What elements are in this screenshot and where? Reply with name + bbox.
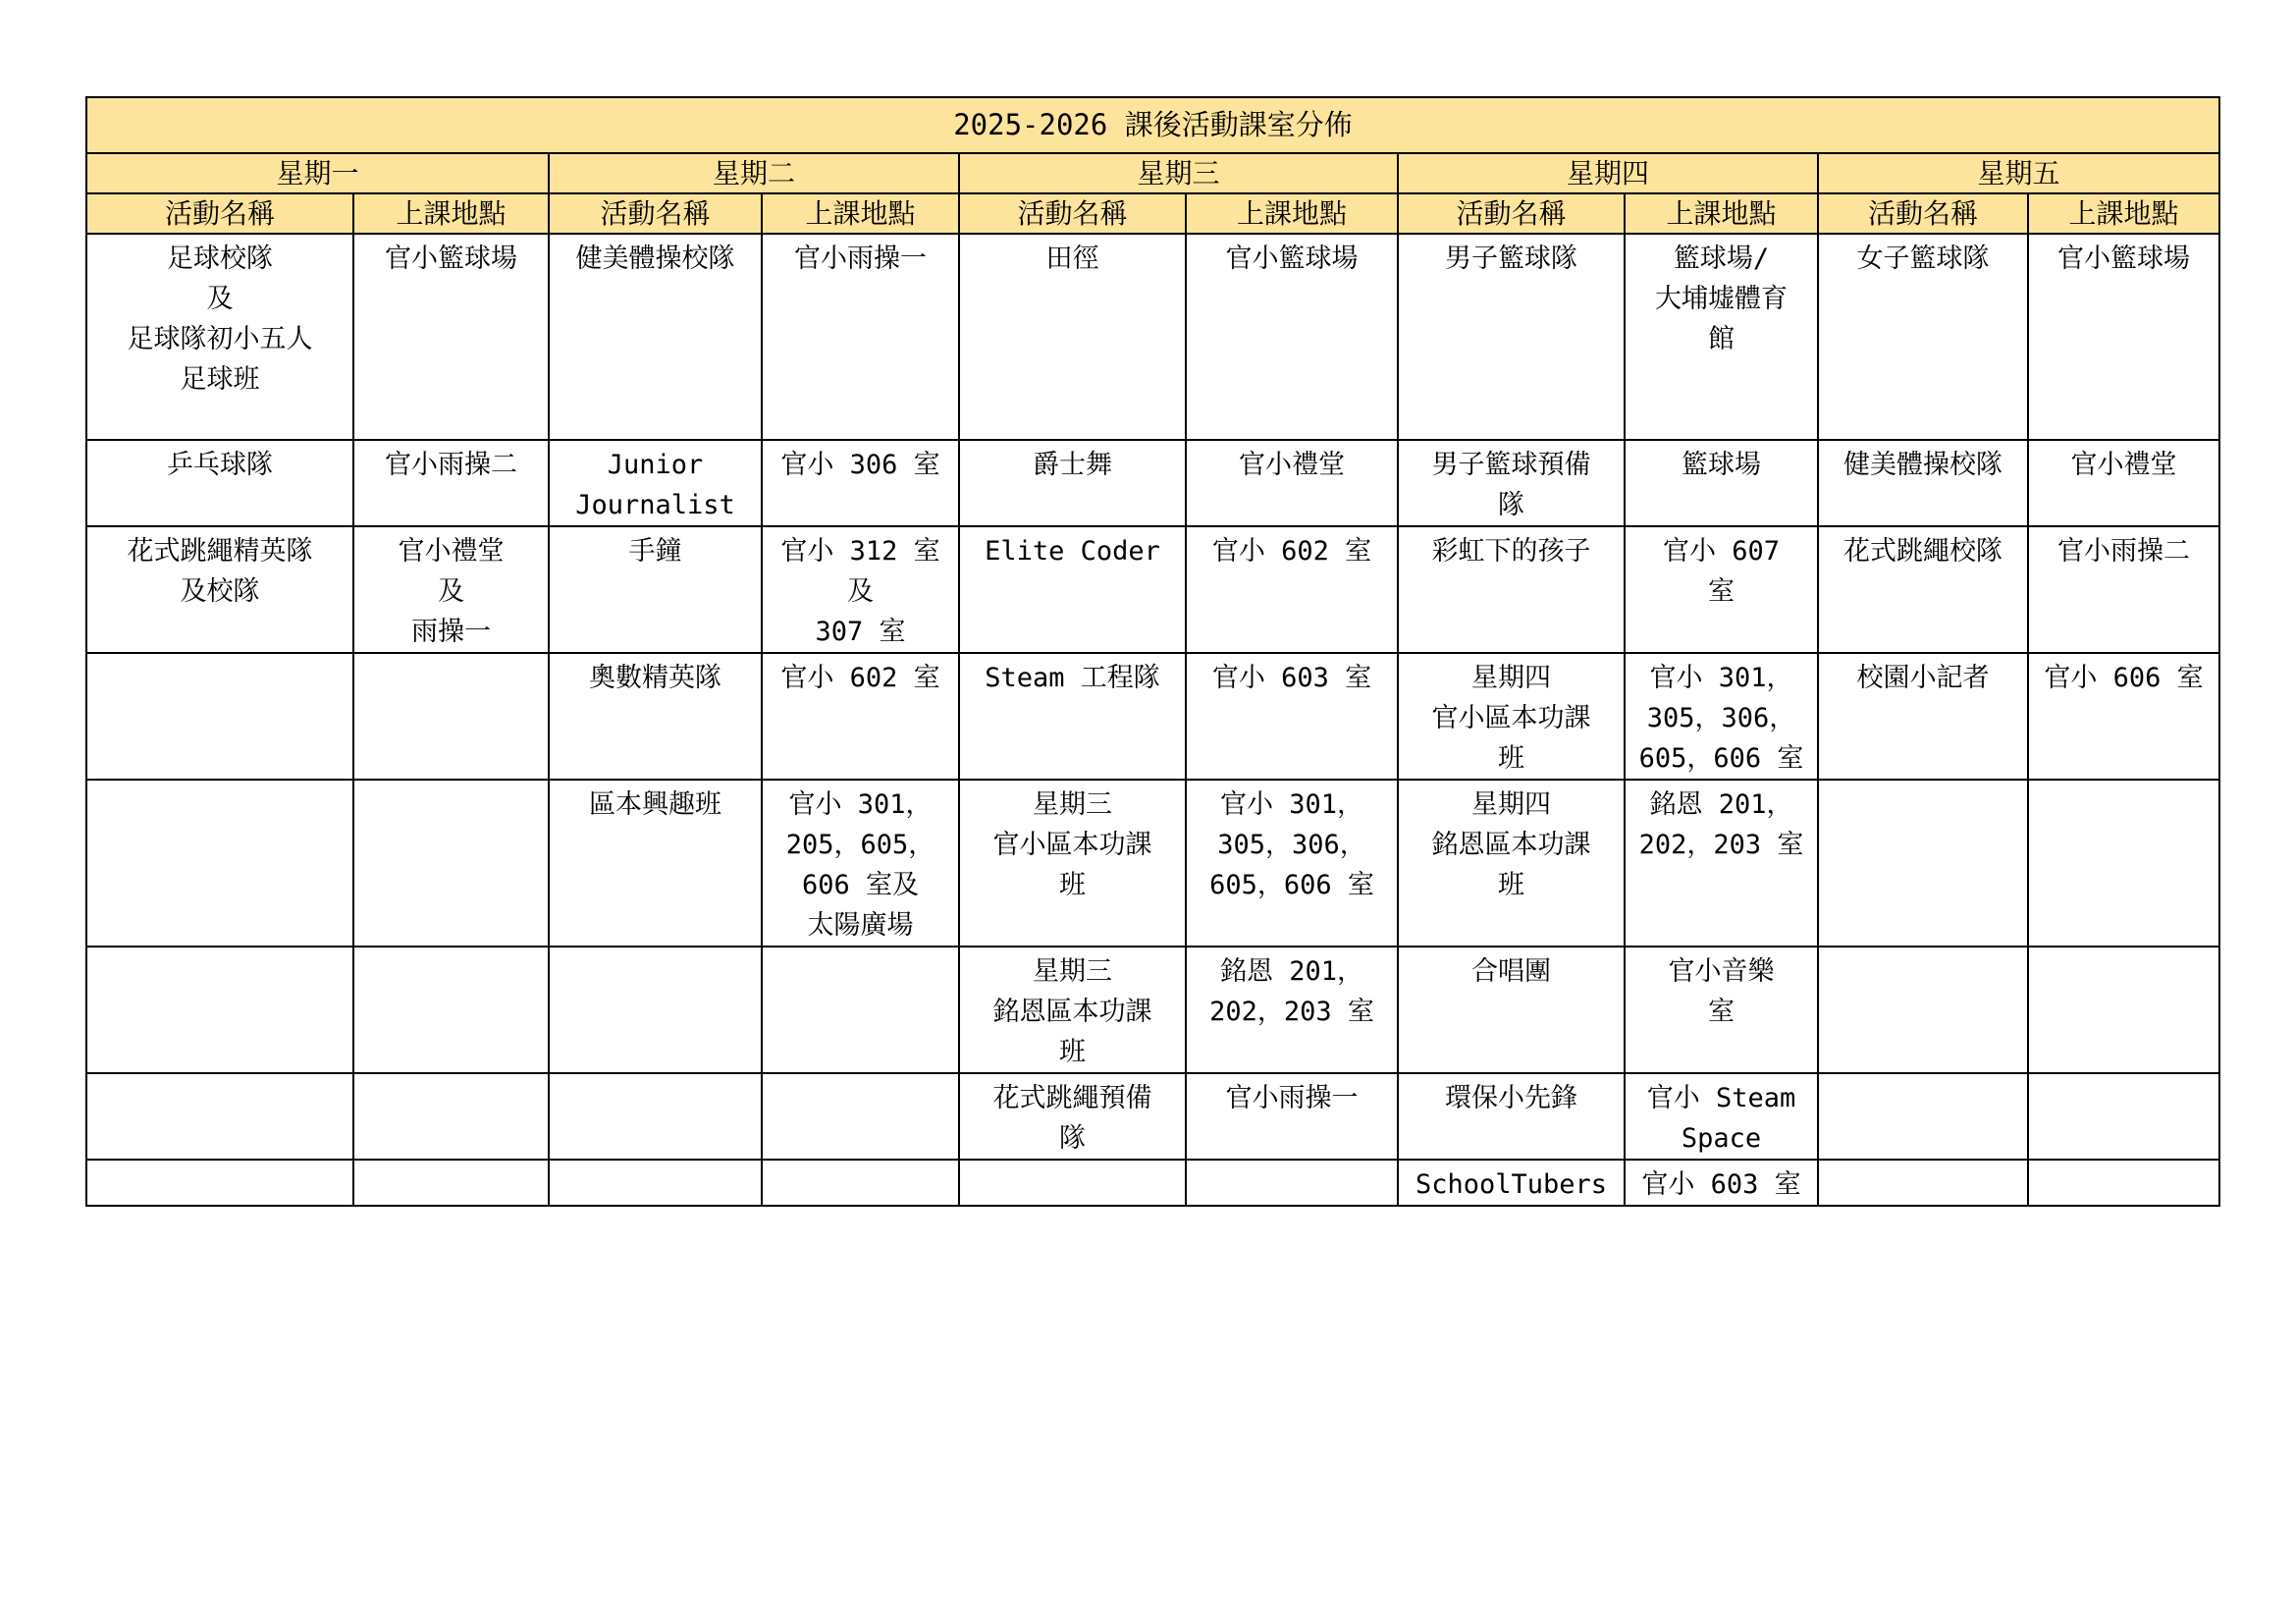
column-header-activity: 活動名稱 — [86, 193, 353, 234]
location-cell — [353, 653, 549, 780]
day-header-thu: 星期四 — [1398, 153, 1818, 193]
location-cell: 官小禮堂 — [2028, 440, 2219, 526]
activity-name-cell: 奧數精英隊 — [549, 653, 762, 780]
activity-name-cell: 星期三 銘恩區本功課 班 — [959, 947, 1186, 1073]
activity-room-table — [85, 96, 2220, 1207]
location-cell — [762, 1073, 959, 1160]
location-cell: 官小音樂 室 — [1625, 947, 1818, 1073]
activity-name-cell — [1818, 1160, 2028, 1206]
activity-name-cell: 乒乓球隊 — [86, 440, 353, 526]
location-cell — [2028, 947, 2219, 1073]
column-header-location: 上課地點 — [2028, 193, 2219, 234]
column-header-location: 上課地點 — [1625, 193, 1818, 234]
activity-name-cell: Elite Coder — [959, 526, 1186, 653]
activity-name-cell — [1818, 1073, 2028, 1160]
activity-name-cell: 環保小先鋒 — [1398, 1073, 1625, 1160]
table-row — [86, 780, 2219, 947]
column-header-location: 上課地點 — [762, 193, 959, 234]
location-cell: 官小 602 室 — [762, 653, 959, 780]
location-cell — [353, 780, 549, 947]
location-cell — [2028, 1160, 2219, 1206]
table-row — [86, 526, 2219, 653]
location-cell: 官小籃球場 — [2028, 234, 2219, 440]
table-row — [86, 234, 2219, 440]
day-header-wed: 星期三 — [959, 153, 1398, 193]
activity-name-cell: 田徑 — [959, 234, 1186, 440]
activity-name-cell: Steam 工程隊 — [959, 653, 1186, 780]
table-row — [86, 653, 2219, 780]
location-cell: 官小禮堂 及 雨操一 — [353, 526, 549, 653]
activity-name-cell: SchoolTubers — [1398, 1160, 1625, 1206]
activity-name-cell: 校園小記者 — [1818, 653, 2028, 780]
table-title: 2025-2026 課後活動課室分佈 — [86, 97, 2219, 153]
activity-name-cell: 花式跳繩精英隊 及校隊 — [86, 526, 353, 653]
location-cell: 官小籃球場 — [1186, 234, 1398, 440]
activity-name-cell: 足球校隊 及 足球隊初小五人 足球班 — [86, 234, 353, 440]
location-cell: 官小 603 室 — [1625, 1160, 1818, 1206]
activity-name-cell: 手鐘 — [549, 526, 762, 653]
activity-name-cell: 花式跳繩預備 隊 — [959, 1073, 1186, 1160]
location-cell: 官小 Steam Space — [1625, 1073, 1818, 1160]
location-cell — [2028, 1073, 2219, 1160]
activity-name-cell — [86, 653, 353, 780]
activity-name-cell — [549, 947, 762, 1073]
activity-name-cell: 星期三 官小區本功課 班 — [959, 780, 1186, 947]
location-cell: 官小 306 室 — [762, 440, 959, 526]
location-cell — [762, 1160, 959, 1206]
location-cell: 官小雨操一 — [1186, 1073, 1398, 1160]
location-cell: 銘恩 201， 202，203 室 — [1625, 780, 1818, 947]
column-header-activity: 活動名稱 — [549, 193, 762, 234]
day-header-fri: 星期五 — [1818, 153, 2219, 193]
day-header-tue: 星期二 — [549, 153, 959, 193]
activity-name-cell — [549, 1073, 762, 1160]
column-header-activity: 活動名稱 — [1398, 193, 1625, 234]
location-cell: 銘恩 201， 202，203 室 — [1186, 947, 1398, 1073]
location-cell — [353, 1160, 549, 1206]
location-cell: 官小雨操二 — [353, 440, 549, 526]
location-cell — [353, 1073, 549, 1160]
activity-name-cell: 女子籃球隊 — [1818, 234, 2028, 440]
column-header-activity: 活動名稱 — [959, 193, 1186, 234]
location-cell: 官小 603 室 — [1186, 653, 1398, 780]
location-cell: 籃球場/ 大埔墟體育 館 — [1625, 234, 1818, 440]
column-header-activity: 活動名稱 — [1818, 193, 2028, 234]
table-row — [86, 1073, 2219, 1160]
location-cell: 官小 301， 205，605， 606 室及 太陽廣場 — [762, 780, 959, 947]
location-cell: 官小 607 室 — [1625, 526, 1818, 653]
table-row — [86, 947, 2219, 1073]
day-header-mon: 星期一 — [86, 153, 549, 193]
activity-name-cell: 星期四 官小區本功課 班 — [1398, 653, 1625, 780]
activity-name-cell: 健美體操校隊 — [549, 234, 762, 440]
location-cell: 官小 602 室 — [1186, 526, 1398, 653]
location-cell: 官小 312 室 及 307 室 — [762, 526, 959, 653]
column-header-location: 上課地點 — [1186, 193, 1398, 234]
activity-name-cell: Junior Journalist — [549, 440, 762, 526]
activity-name-cell: 花式跳繩校隊 — [1818, 526, 2028, 653]
activity-name-cell — [86, 947, 353, 1073]
table-row — [86, 1160, 2219, 1206]
location-cell: 官小雨操二 — [2028, 526, 2219, 653]
activity-name-cell: 爵士舞 — [959, 440, 1186, 526]
activity-name-cell: 合唱團 — [1398, 947, 1625, 1073]
location-cell — [1186, 1160, 1398, 1206]
activity-name-cell — [86, 1073, 353, 1160]
activity-name-cell — [86, 1160, 353, 1206]
activity-name-cell: 彩虹下的孩子 — [1398, 526, 1625, 653]
activity-name-cell: 健美體操校隊 — [1818, 440, 2028, 526]
activity-name-cell — [549, 1160, 762, 1206]
activity-name-cell: 男子籃球預備 隊 — [1398, 440, 1625, 526]
column-header-location: 上課地點 — [353, 193, 549, 234]
location-cell — [353, 947, 549, 1073]
activity-name-cell — [959, 1160, 1186, 1206]
location-cell: 官小 301， 305，306， 605，606 室 — [1186, 780, 1398, 947]
title-row — [86, 97, 2219, 153]
activity-name-cell: 星期四 銘恩區本功課 班 — [1398, 780, 1625, 947]
location-cell: 官小 301， 305，306， 605，606 室 — [1625, 653, 1818, 780]
location-cell: 官小 606 室 — [2028, 653, 2219, 780]
day-header-row — [86, 153, 2219, 193]
table-row — [86, 440, 2219, 526]
location-cell: 官小禮堂 — [1186, 440, 1398, 526]
location-cell — [2028, 780, 2219, 947]
location-cell: 籃球場 — [1625, 440, 1818, 526]
activity-name-cell — [86, 780, 353, 947]
location-cell: 官小籃球場 — [353, 234, 549, 440]
activity-name-cell: 男子籃球隊 — [1398, 234, 1625, 440]
activity-name-cell: 區本興趣班 — [549, 780, 762, 947]
activity-name-cell — [1818, 947, 2028, 1073]
activity-name-cell — [1818, 780, 2028, 947]
column-header-row — [86, 193, 2219, 234]
location-cell — [762, 947, 959, 1073]
location-cell: 官小雨操一 — [762, 234, 959, 440]
